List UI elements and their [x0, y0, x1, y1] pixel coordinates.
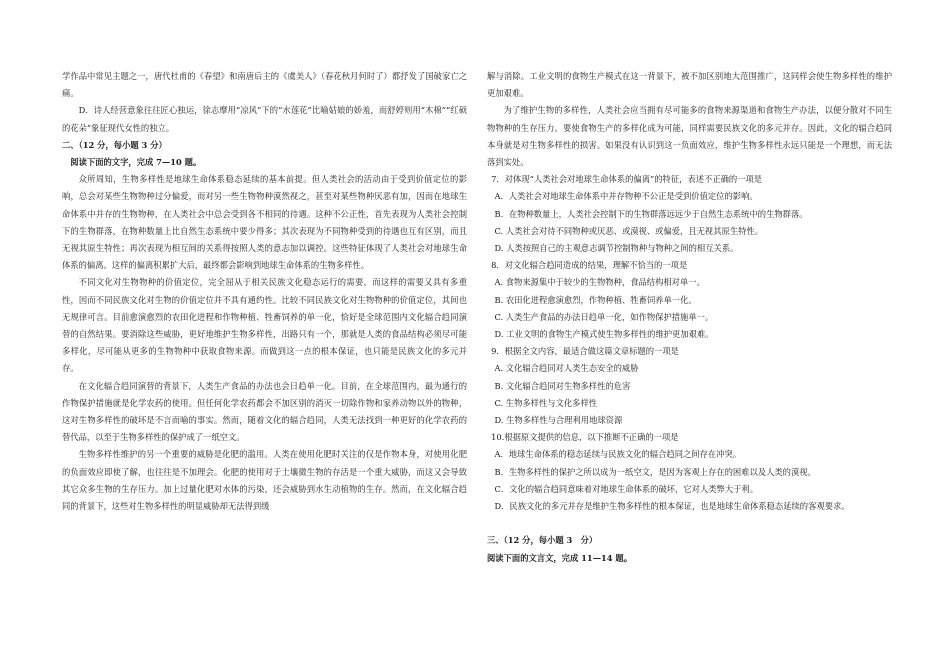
- question-10-stem: 10.根据原文提供的信息，以下推断不正确的一项是: [491, 432, 679, 443]
- article-continuation: 解与消除。工业文明的食物生产模式在这一背景下，被不加区别地大范围推广，这同样会使生物多样性的维护更加艰难。: [487, 71, 892, 99]
- question-9-stem: 9．根据全文内容，最适合做这篇文章标题的一项是: [491, 346, 679, 357]
- question-7-option-b: B．在物种数量上，人类社会控制下的生物群落远远少于自然生态系统中的生物群落。: [494, 208, 808, 219]
- question-10-option-c: C．文化的辐合趋同意味着对地球生命体系的破坏，它对人类弊大于利。: [494, 483, 759, 494]
- question-10-option-a: A．地球生命体系的稳态延续与民族文化的辐合趋同之间存在冲突。: [494, 449, 742, 460]
- spacer: [487, 515, 892, 532]
- option-d-paragraph: D．诗人经营意象往往匠心独运，徐志摩用“凉风”下的“水莲花”比喻姑娘的娇羞，而舒婷则用“木棉”“红硕的花朵”象征现代女性的独立。: [62, 105, 467, 133]
- section-two-instruction: 阅读下面的文字，完成 7—10 题。: [70, 157, 202, 168]
- question-7-option-c: C. 人类社会对待不同物种或厌恶、或漠视、或偏爱，且无视其原生特性。: [494, 225, 764, 236]
- question-8-option-a: A. 食物来源集中于较少的生物物种，食品结构相对单一。: [494, 277, 705, 288]
- question-7-stem: 7．对体现“人类社会对地球生命体系的偏离”的特征，表述不正确的一项是: [491, 174, 763, 185]
- article-paragraph-1: 众所周知，生物多样性是地球生命体系稳态延续的基本前提。但人类社会的活动由于受到价值定位的影响，总会对某些生物物种过分偏爱，而对另一些生物物种漠然视之，甚至对某些物种厌恶有加，因而在地球生命体系中并存的生物物种，在人类社会中总会受到各不相同的待遇。这种不公正性，首先表现为人类社会控制下的生物群落，在物种数量上比自然生态系统中要少得多；其次表现为不同物种受到的待遇也互有区别，而且无视其原生特性；再次表现为相互间的关系得按照人类的意志加以调控。这些特征体现了人类社会对地球生命体系的偏离。这样的偏离积累扩大后，最终都会影响到地球生命体系的生物多样性。: [62, 174, 467, 271]
- question-9-option-b: B. 文化辐合趋同对生物多样性的危害: [494, 380, 631, 391]
- question-8-stem: 8．对文化辐合趋同造成的结果，理解不恰当的一项是: [491, 260, 688, 271]
- question-10-option-b: B．生物多样性的保护之所以成为一纸空文，是因为客观上存在的困难以及人类的漠视。: [494, 466, 816, 477]
- question-8-option-b: B. 农田化进程愈演愈烈，作物种植、牲畜饲养单一化。: [494, 294, 697, 305]
- question-9-option-a: A. 文化辐合趋同对人类生态安全的威胁: [494, 363, 639, 374]
- question-7-option-a: A．人类社会对地球生命体系中并存物种不公正是受到价值定位的影响。: [494, 191, 758, 202]
- section-three-instruction: 阅读下面的文言文，完成 11—14 题。: [487, 552, 633, 563]
- left-column: [62, 68, 467, 515]
- right-column: [487, 68, 892, 567]
- intro-paragraph: 学作品中常见主题之一，唐代杜甫的《春望》和南唐后主的《虞美人》（春花秋月何时了）都抒发了国破家亡之痛。: [62, 71, 467, 99]
- question-9-option-c: C. 生物多样性与文化多样性: [494, 397, 598, 408]
- article-paragraph-4: 生物多样性维护的另一个重要的威胁是化肥的滥用。人类在使用化肥时关注的仅是作物本身，对使用化肥的负面效应即使了解，也往往是不加理会。化肥的使用对于土壤微生物的存活是一个重大威胁，而这又会导致其它众多生物的生存压力。加上过量化肥对水体的污染，还会威胁到水生动植物的生存。然而，在文化辐合趋同的背景下，这些对生物多样性的明显威胁却无法得到缓: [62, 449, 467, 512]
- question-8-option-d: D. 工业文明的食物生产模式使生物多样性的维护更加艰难。: [494, 329, 714, 340]
- question-10-option-d: D．民族文化的多元并存是维护生物多样性的根本保证，也是地球生命体系稳态延续的客观要求。: [494, 501, 850, 512]
- article-paragraph-2: 不同文化对生物物种的价值定位，完全屈从于相关民族文化稳态运行的需要，而这样的需要又具有多重性，因而不同民族文化对生物的价值定位并不具有通约性。比较不同民族文化对生物物种的价值定位，其间也无规律可言。目前愈演愈烈的农田化进程和作物种植、牲畜饲养的单一化，恰好是全球范围内文化辐合趋同演替的自然结果。要消除这些威胁，更好地维护生物多样性，出路只有一个，那就是人类的食品结构必须尽可能多样化，尽可能从更多的生物物种中获取食物来源。而做到这一点的根本保证，也只能是民族文化的多元并存。: [62, 277, 467, 374]
- article-paragraph-3: 在文化辐合趋同演替的背景下，人类生产食品的办法也会日趋单一化。目前，在全球范围内，最为通行的作物保护措施就是化学农药的使用。但任何化学农药都会不加区别的消灭一切除作物和家养动物以外的物种，这对生物多样性的破坏是不言而喻的事实。然而，随着文化的辐合趋同，人类无法找到一种更好的化学农药的替代品，以至于生物多样性的保护成了一纸空文。: [62, 380, 467, 443]
- section-three-title: 三、（12 分，每小题 3 分）: [487, 535, 598, 546]
- question-9-option-d: D. 生物多样性与合理利用地球资源: [494, 415, 623, 426]
- question-8-option-c: C. 人类生产食品的办法日趋单一化，如作物保护措施单一。: [494, 311, 714, 322]
- article-paragraph-5: 为了维护生物的多样性，人类社会应当拥有尽可能多的食物来源渠道和食物生产办法，以便分散对不同生物物种的生存压力。要使食物生产的多样化成为可能，同样需要民族文化的多元并存。因此，文化的辐合趋同本身就是对生物多样性的损害。如果没有认识到这一负面效应，维护生物多样性永远只能是一个理想，而无法落到实处。: [487, 105, 892, 168]
- question-7-option-d: D. 人类按照自己的主观意志调节控制物种与物种之间的相互关系。: [494, 243, 739, 254]
- section-two-title: 二、（12 分，每小题 3 分）: [62, 139, 167, 150]
